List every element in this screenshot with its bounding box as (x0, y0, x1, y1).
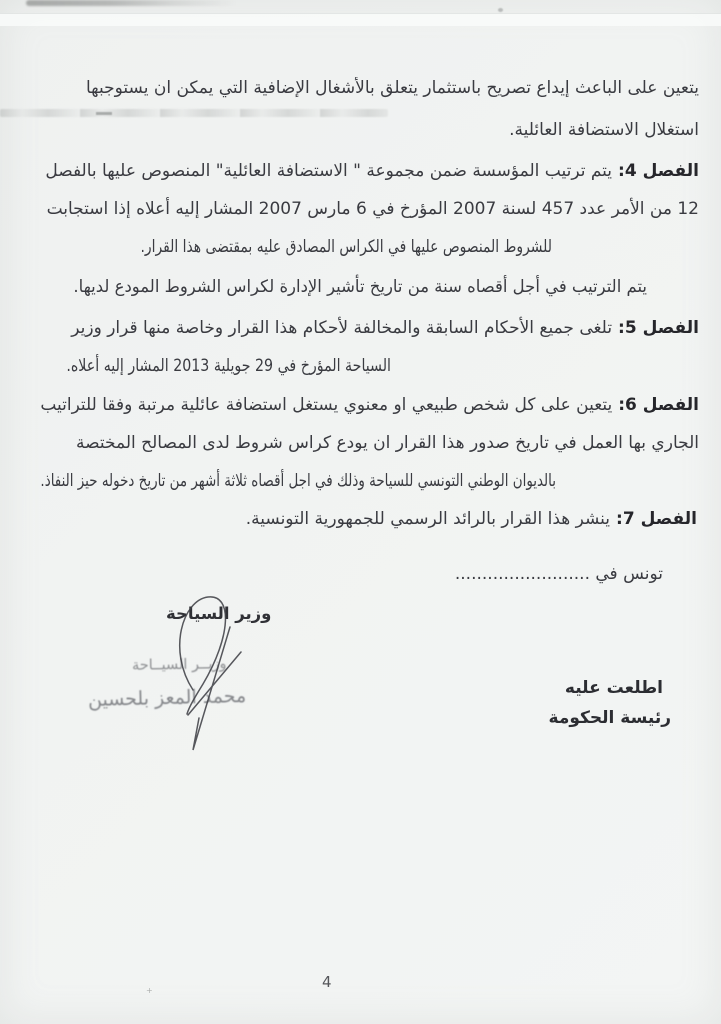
dateline-tunis: تونس في ......................... (454, 564, 663, 584)
minister-signature-title: وزير السياحة (166, 604, 272, 623)
article-4-text-1: يتم ترتيب المؤسسة ضمن مجموعة " الاستضافة العائلية" المنصوص عليها بالفصل (45, 161, 613, 181)
article-5-line-2: السياحة المؤرخ في 29 جويلية 2013 المشار إليه أعلاه. (66, 356, 391, 376)
ranking-deadline-paragraph: يتم الترتيب في أجل أقصاه سنة من تاريخ تأشير الإدارة لكراس الشروط المودع لديها. (73, 277, 647, 297)
article-6-text-1: يتعين على كل شخص طبيعي او معنوي يستغل استضافة عائلية مرتبة وفقا للتراتيب (40, 395, 613, 415)
intro-paragraph-line-1: يتعين على الباعث إيداع تصريح باستثمار يتعلق بالأشغال الإضافية التي يمكن ان يستوجبها (85, 78, 699, 98)
approval-seen-by: اطلعت عليه (564, 678, 663, 698)
article-5-text-1: تلغى جميع الأحكام السابقة والمخالفة لأحكام هذا القرار وخاصة منها قرار وزير (71, 318, 613, 338)
page-number: 4 (322, 973, 332, 991)
article-7-label: الفصل 7: (616, 509, 697, 529)
article-6-line-2: الجاري بها العمل في تاريخ صدور هذا القرار ان يودع كراس شروط لدى المصالح المختصة (76, 433, 699, 453)
scan-speck: + (146, 986, 153, 995)
minister-stamp-name: محمد المعز بلحسين (87, 684, 247, 712)
article-4-label: الفصل 4: (618, 161, 699, 181)
approval-head-of-government: رئيسة الحكومة (548, 708, 671, 728)
article-4-line-3: للشروط المنصوص عليها في الكراس المصادق عليه بمقتضى هذا القرار. (140, 237, 552, 257)
article-4-line-1 (40, 158, 699, 185)
article-7-line-1 (230, 506, 697, 533)
article-7-text-1: ينشر هذا القرار بالرائد الرسمي للجمهورية التونسية. (245, 509, 611, 529)
article-6-line-1 (41, 392, 699, 419)
article-6-line-3: بالديوان الوطني التونسي للسياحة وذلك في اجل أقصاه ثلاثة أشهر من تاريخ دخوله حيز النفاذ. (40, 471, 557, 491)
article-5-line-1 (40, 315, 699, 342)
handwritten-signature (145, 592, 265, 764)
article-6-label: الفصل 6: (618, 395, 699, 415)
minister-stamp-title: وزيــر السيــاحة (131, 656, 227, 674)
article-4-line-2: 12 من الأمر عدد 457 لسنة 2007 المؤرخ في 6 مارس 2007 المشار إليه أعلاه إذا استجابت (46, 199, 699, 219)
article-5-label: الفصل 5: (618, 318, 699, 338)
intro-paragraph-line-2: استغلال الاستضافة العائلية. (509, 120, 699, 140)
